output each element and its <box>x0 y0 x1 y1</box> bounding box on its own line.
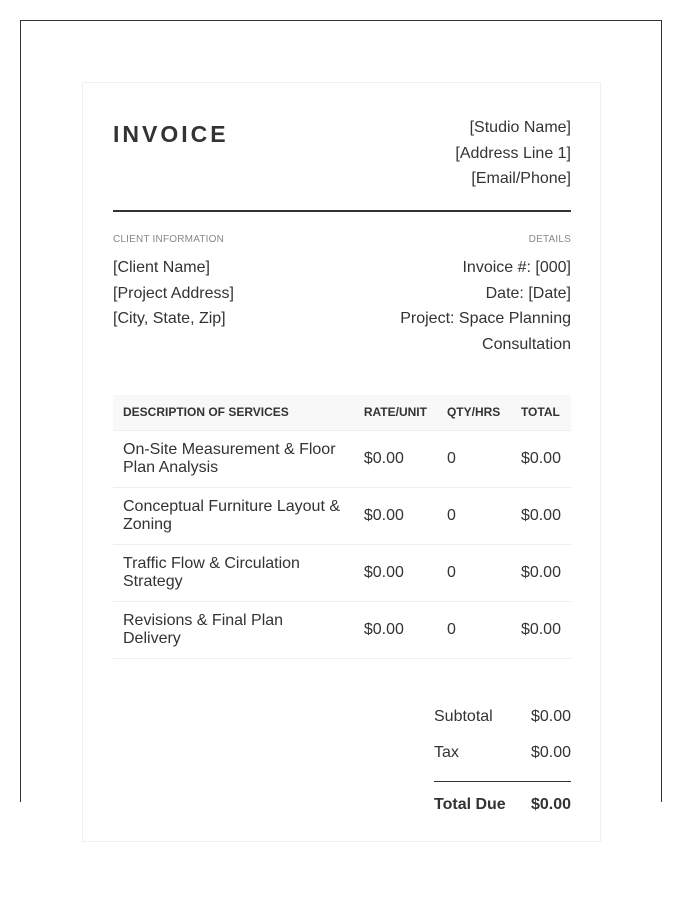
table-row <box>113 487 571 544</box>
row-description: Revisions & Final Plan Delivery <box>113 601 354 658</box>
studio-info <box>455 115 571 192</box>
total-due-label: Total Due <box>434 796 506 813</box>
invoice-date: Date: [Date] <box>485 284 571 302</box>
row-rate: $0.00 <box>354 544 437 601</box>
total-due-row <box>434 781 571 821</box>
invoice-details <box>341 234 571 357</box>
row-total: $0.00 <box>511 430 571 487</box>
row-rate: $0.00 <box>354 601 437 658</box>
subtotal-label: Subtotal <box>434 708 493 725</box>
invoice-header <box>113 113 571 212</box>
row-total: $0.00 <box>511 487 571 544</box>
details-section-label: DETAILS <box>528 234 571 245</box>
table-row <box>113 601 571 658</box>
row-qty: 0 <box>437 430 511 487</box>
page-frame <box>20 20 662 813</box>
client-address: [Project Address] <box>113 284 234 302</box>
client-name: [Client Name] <box>113 259 210 276</box>
header-rate: RATE/UNIT <box>354 395 437 430</box>
total-due-value: $0.00 <box>530 796 571 813</box>
client-section-label: CLIENT INFORMATION <box>113 234 225 245</box>
studio-name: [Studio Name] <box>469 119 571 136</box>
table-row <box>113 430 571 487</box>
invoice-number: Invoice #: [000] <box>462 259 571 276</box>
header-total: TOTAL <box>511 395 571 430</box>
subtotal-value: $0.00 <box>530 708 571 725</box>
services-table <box>113 395 571 659</box>
row-description: Traffic Flow & Circulation Strategy <box>113 544 354 601</box>
tax-value: $0.00 <box>530 744 571 761</box>
row-rate: $0.00 <box>354 487 437 544</box>
invoice-card <box>82 82 601 842</box>
subtotal-row <box>434 699 571 735</box>
project-line-2: Consultation <box>482 335 571 353</box>
client-information <box>113 234 333 332</box>
row-description: On-Site Measurement & Floor Plan Analysis <box>113 430 354 487</box>
project-line-1: Project: Space Planning <box>400 310 571 327</box>
table-header-row <box>113 395 571 430</box>
header-description: DESCRIPTION OF SERVICES <box>113 395 354 430</box>
row-rate: $0.00 <box>354 430 437 487</box>
invoice-title: INVOICE <box>113 121 229 147</box>
row-qty: 0 <box>437 601 511 658</box>
studio-address: [Address Line 1] <box>455 144 571 162</box>
row-qty: 0 <box>437 487 511 544</box>
header-qty: QTY/HRS <box>437 395 511 430</box>
row-total: $0.00 <box>511 544 571 601</box>
client-city: [City, State, Zip] <box>113 310 226 327</box>
tax-label: Tax <box>434 744 459 761</box>
studio-contact: [Email/Phone] <box>471 170 571 187</box>
tax-row <box>434 735 571 771</box>
row-qty: 0 <box>437 544 511 601</box>
row-description: Conceptual Furniture Layout & Zoning <box>113 487 354 544</box>
totals-block <box>434 699 571 821</box>
row-total: $0.00 <box>511 601 571 658</box>
table-row <box>113 544 571 601</box>
